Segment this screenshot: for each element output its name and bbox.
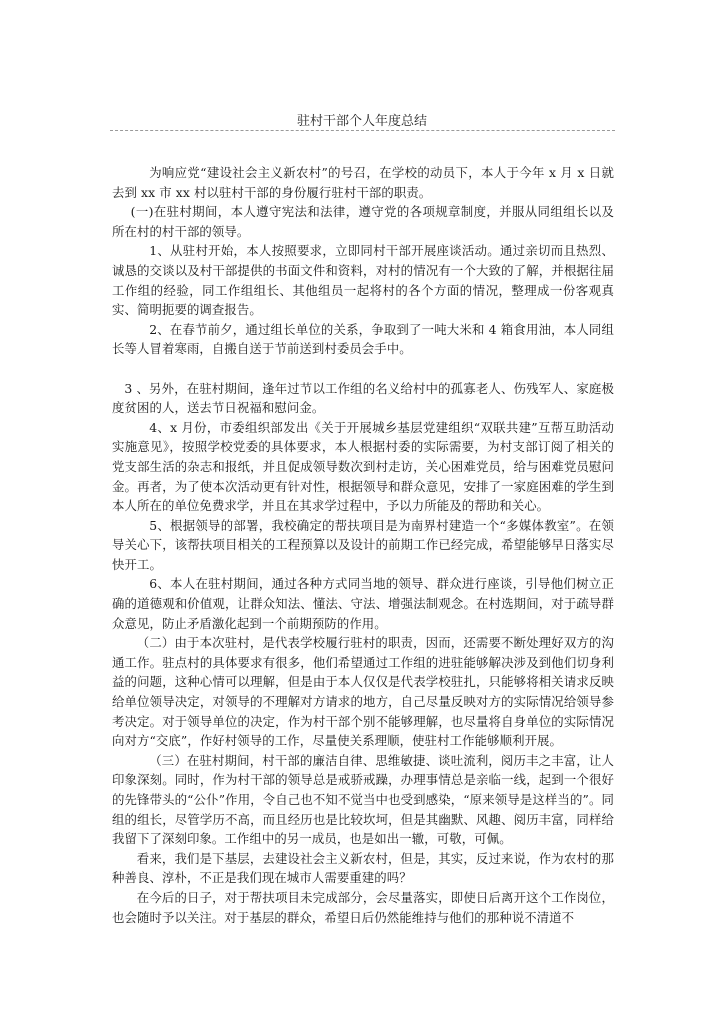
paragraph-reflection: 看来，我们是下基层，去建设社会主义新农村，但是，其实，反过来说，作为农村的那种善良、淳朴，不正是我们现在城市人需要重建的吗？ [112,850,614,886]
paragraph-item-5: 5、根据领导的部署，我校确定的帮扶项目是为南界村建造一个“多媒体教室”。在领导关心下，该帮扶项目相关的工程预算以及设计的前期工作已经完成，希望能够早日落实尽快开工。 [112,517,614,572]
paragraph-item-1: 1、从驻村开始，本人按照要求，立即同村干部开展座谈活动。通过亲切而且热烈、诚恳的交谈以及村干部提供的书面文件和资料，对村的情况有一个大致的了解，并根据往届工作组的经验，同工作组组长、其他组员一起将村的各个方面的情况，整理成一份客观真实、简明扼要的调查报告。 [112,243,614,318]
paragraph-item-3: 3 、另外，在驻村期间，逢年过节以工作组的名义给村中的孤寡老人、伤残军人、家庭极度贫困的人，送去节日祝福和慰问金。 [112,380,614,416]
paragraph-item-4: 4、x 月份，市委组织部发出《关于开展城乡基层党建组织“双联共建”互帮互助活动实施意见》，按照学校党委的具体要求，本人根据村委的实际需要，为村支部订阅了相关的党支部生活的杂志和报纸，并且促成领导数次到村走访，关心困难党员，给与困难党员慰问金。再者，为了使本次活动更有针对性，根据领导和群众意见，安排了一家庭困难的学生到本人所在的单位免费求学，并且在其求学过程中，予以力所能及的帮助和关心。 [112,419,614,514]
paragraph-section-1: (一)在驻村期间，本人遵守宪法和法律，遵守党的各项规章制度，并服从同组组长以及所在村的村干部的领导。 [112,204,614,239]
document-title: 驻村干部个人年度总结 [296,114,427,129]
paragraph-intro: 为响应党“建设社会主义新农村”的号召，在学校的动员下，本人于今年 x 月 x 日就去到 xx 市 xx 村以驻村干部的身份履行驻村干部的职责。 [112,165,614,200]
document-body [112,163,614,927]
paragraph-item-6: 6、本人在驻村期间，通过各种方式同当地的领导、群众进行座谈，引导他们树立正确的道德观和价值观，让群众知法、懂法、守法、增强法制观念。在村选期间，对于疏导群众意见，防止矛盾激化起到一个前期预防的作用。 [112,576,614,631]
paragraph-section-3: （三）在驻村期间，村干部的廉洁自律、思维敏捷、谈吐流利，阅历丰之丰富，让人印象深刻。同时，作为村干部的领导总是戒骄戒躁，办理事情总是亲临一线，起到一个很好的先锋带头的“公仆”作用，令自己也不知不觉当中也受到感染，“原来领导是这样当的”。同组的组长，尽管学历不高，而且经历也是比较坎坷，但是其幽默、风趣、阅历丰富，同样给我留下了深刻印象。工作组中的另一成员，也是如出一辙，可敬，可佩。 [112,752,614,847]
paragraph-future: 在今后的日子，对于帮扶项目未完成部分，会尽量落实，即使日后离开这个工作岗位，也会随时予以关注。对于基层的群众，希望日后仍然能维持与他们的那种说不清道不 [112,889,614,925]
paragraph-item-2: 2、在春节前夕，通过组长单位的关系，争取到了一吨大米和 4 箱食用油，本人同组长等人冒着寒雨，自搬自送于节前送到村委员会手中。 [112,321,614,357]
paragraph-section-2: （二）由于本次驻村，是代表学校履行驻村的职责，因而，还需要不断处理好双方的沟通工作。驻点村的具体要求有很多，他们希望通过工作组的进驻能够解决涉及到他们切身利益的问题，这种心情可以理解，但是由于本人仅仅是代表学校驻扎，只能够将相关请求反映给单位领导决定，对领导的不理解对方请求的地方，自己尽量反映对方的实际情况给领导参考决定。对于领导单位的决定，作为村干部个别不能够理解，也尽量将自身单位的实际情况向对方“交底”，作好村领导的工作，尽量使关系理顺，使驻村工作能够顺利开展。 [112,635,614,749]
title-divider [110,130,615,131]
